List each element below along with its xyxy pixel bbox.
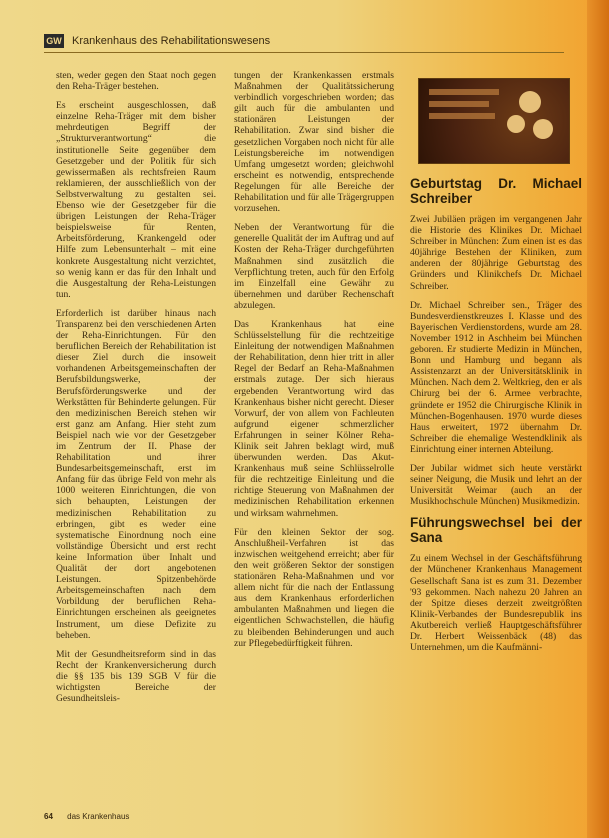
journal-logo: GW bbox=[44, 34, 64, 48]
photo-overlay-strip bbox=[429, 89, 499, 95]
paragraph: Das Krankenhaus hat eine Schlüsselstellung für die rechtzeitige Einleitung der notwendigen Maßnahmen der Rehabilitation, denn hier tritt in aller Regel der Bedarf an Reha-Maßnahmen erstmals zutage. Der sich hieraus ergebenden Verantwortung wird das Krankenhaus bisher nicht gerecht. Dieser Vorwurf, der von allem von Fachleuten aufgrund eigener schmerzlicher Erfahrungen in seiner Kölner Reha-Klinik seit Jahren beklagt wird, muß überwunden werden. Das Akut-Krankenhaus muß seine Schlüsselrolle für die rechtzeitige Einleitung und die richtige Steuerung von Maßnahmen der medizinischen Rehabilitation erkennen und wirksam wahrnehmen. bbox=[234, 318, 394, 519]
photo-figure bbox=[507, 115, 525, 133]
photo-figure bbox=[519, 91, 541, 113]
paragraph: Mit der Gesundheitsreform sind in das Recht der Krankenversicherung durch die §§ 135 bis 139 SGB V für die wichtigsten Bereiche der Gesundheitsleis- bbox=[56, 648, 216, 705]
paragraph: Der Jubilar widmet sich heute verstärkt seiner Neigung, die Musik und lehrt an der Universität Weimar (auch an der Musikhochschule München) Musikmedizin. bbox=[410, 462, 582, 508]
page-binding-edge bbox=[587, 0, 609, 838]
paragraph: Dr. Michael Schreiber sen., Träger des Bundesverdienstkreuzes I. Klasse und des Bayerischen Verdienstordens, wurde am 28. November 1912 in Aschheim bei München geboren. Er studierte Medizin in München, Bonn und Hamburg und begann als Assistenzarzt an der Universitätsklinik in München. Nach dem 2. Weltkrieg, den er als Chirurg bei der 6. Armee verbrachte, gründete er 1952 die Chirurgische Klinik in München-Bogenhausen. 1970 wurde dieses Haus erweitert, 1972 übernahm Dr. Schreiber die ehemalige Westendklinik als Einrichtung einer internen Abteilung. bbox=[410, 299, 582, 455]
paragraph: sten, weder gegen den Staat noch gegen den Reha-Träger bestehen. bbox=[56, 70, 216, 93]
page-footer bbox=[44, 812, 129, 821]
paragraph: Erforderlich ist darüber hinaus nach Transparenz bei den verschiedenen Arten der Reha-Einrichtungen. Für den beruflichen Bereich der Rehabilitation ist dieser Ziel durch die insoweit vorhandenen Arbeitsgemeinschaften der Berufsbildungswerke, der Berufsförderungswerke und der Werkstätten für Behinderte gelungen. Für den medizinischen Bereich stehen wir erst ganz am Anfang. Hier steht zum Beispiel nach wie vor der Gesetzgeber im Zentrum der II. Phase der Rehabilitation und ihrer Bundesarbeitsgemeinschaft, erst im Anfang für das übrige Feld von mehr als 1000 weiteren Einrichtungen, die von sich behaupten, Leistungen der medizinischen Rehabilitation zu erbringen, gibt es weder eine systematische Einordnung noch eine vollständige Übersicht und erst recht keine Information über Inhalt und Qualität der dort angebotenen Leistungen. Spitzenbehörde Arbeitsgemeinschaften nach dem Vorbildung der beruflichen Reha-Einrichtungen erscheinen als geeignetes Instrument, um diese Defizite zu beheben. bbox=[56, 307, 216, 641]
section-title: Krankenhaus des Rehabilitationswesens bbox=[72, 35, 271, 47]
paragraph: Es erscheint ausgeschlossen, daß einzelne Reha-Träger mit dem bisher mehrdeutigen Begriff der „Strukturverantwortung“ die institutionelle Seite gegenüber dem Gesetzgeber und der Politik für sich gewissermaßen als rechtsfreien Raum reklamieren, der ausschließlich von der Selbstverwaltung zu gestalten sei. Ebenso wie der Gesetzgeber für die übrigen Leistungen der Reha-Träger beispielsweise für Renten, Arbeitsförderung, Krankengeld oder Hilfe zum Lebensunterhalt – mit eine konkrete Ausgestaltung nicht verzichtet, so wenig kann er das für den Inhalt und die Ausgestaltung der Reha-Leistungen tun. bbox=[56, 100, 216, 300]
text-column-1 bbox=[56, 70, 216, 810]
paragraph: Für den kleinen Sektor der sog. Anschlußheil-Verfahren ist das inzwischen weitgehend erreicht; aber für den weit größeren Sektor der sonstigen stationären Reha-Maßnahmen und vor allem nicht für die nach der Entlassung aus dem Krankenhaus erforderlichen ambulanten Maßnahmen und liegen die eigentlichen Schwachstellen, die häufig zu bleibenden Behinderungen und auch zur Pflegebedürftigkeit führen. bbox=[234, 526, 394, 649]
paragraph: Zwei Jubiläen prägen im vergangenen Jahr die Historie des Klinikes Dr. Michael Schreiber in München: Zum einen ist es das 40jährige Bestehen der Kliniken, zum anderen der 80jährige Geburtstag des Gründers und Klinikchefs Dr. Michael Schreiber. bbox=[410, 214, 582, 292]
paragraph: tungen der Krankenkassen erstmals Maßnahmen der Qualitätssicherung verbindlich vorgeschrieben worden; das gilt auch für die ambulanten und stationären Leistungen der Rehabilitation. Zwar sind bisher die gesetzlichen Vorgaben noch nicht für alle Leistungsbereiche im notwendigen Umfang umgesetzt worden; gleichwohl erscheint es notwendig, entsprechende Regelungen für alle Bereiche der Rehabilitation und für alle Trägergruppen vorzusehen. bbox=[234, 70, 394, 215]
text-column-3 bbox=[410, 70, 582, 810]
photo-overlay-strip bbox=[429, 113, 495, 119]
photo-overlay-strip bbox=[429, 101, 489, 107]
journal-name: das Krankenhaus bbox=[67, 812, 130, 821]
article-heading: Geburtstag Dr. Michael Schreiber bbox=[410, 176, 582, 206]
article-heading: Führungswechsel bei der Sana bbox=[410, 515, 582, 546]
portrait-photo bbox=[418, 78, 570, 164]
paragraph: Neben der Verantwortung für die generelle Qualität der im Auftrag und auf Kosten der Reha-Träger durchgeführten Maßnahmen sind zusätzlich die Verpflichtung treten, auch für den Erfolg im Einzelfall eine Gewähr zu übernehmen und darüber Rechenschaft abzulegen. bbox=[234, 222, 394, 311]
text-column-2 bbox=[234, 70, 394, 810]
page-number: 64 bbox=[44, 812, 53, 821]
page-header bbox=[44, 30, 564, 53]
photo-figure bbox=[533, 119, 553, 139]
paragraph: Zu einem Wechsel in der Geschäftsführung der Münchener Krankenhaus Management Gesellschaft Sana ist es zum 31. Dezember '93 gekommen. Nach nahezu 20 Jahren an der Spitze dieses derzeit zweitgrößten Klinik-Verbandes der Bundesrepublik ins Akutbereich verließ Hauptgeschäftsführer Dr. Herbert Weissenbäck (48) das Unternehmen, um die Kaufmänni- bbox=[410, 553, 582, 654]
